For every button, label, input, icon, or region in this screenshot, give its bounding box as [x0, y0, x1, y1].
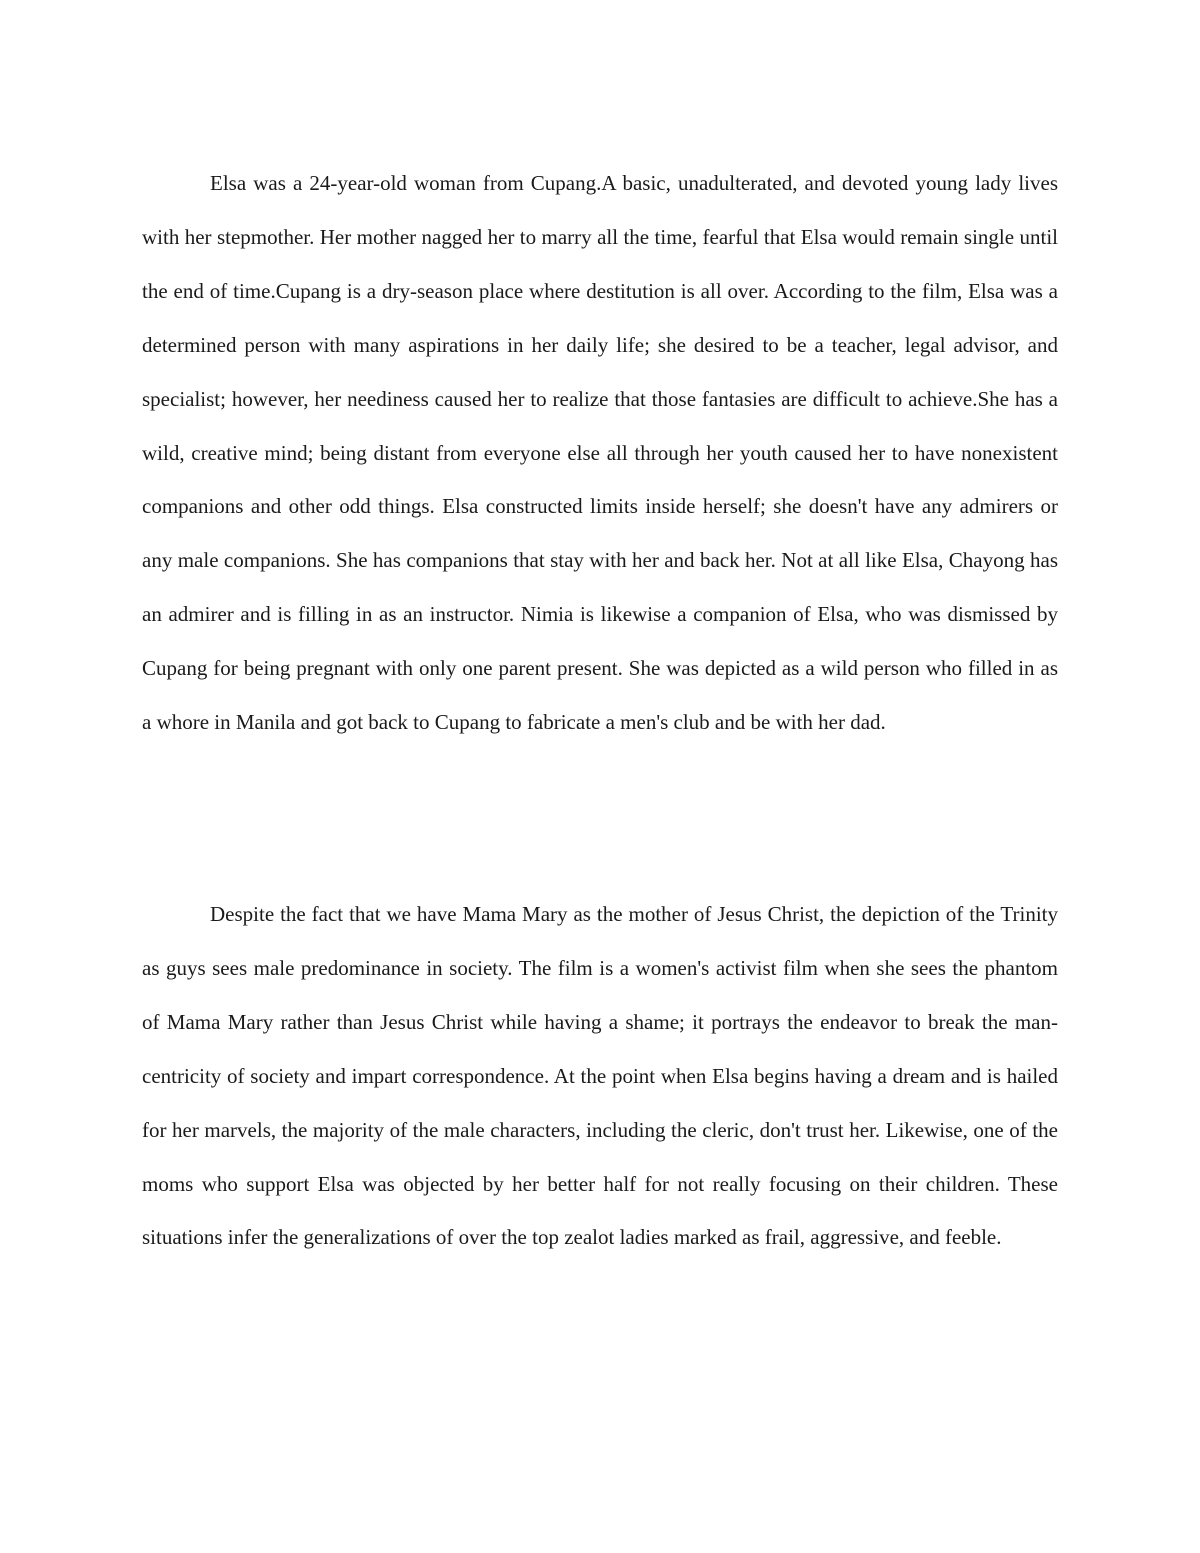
paragraph-elsa-background: Elsa was a 24-year-old woman from Cupang.A basic, unadulterated, and devoted young lady lives with her stepmother. Her mother nagged her to marry all the time, fearful that Elsa would remain single until the end of time.Cupang is a dry-season place where destitution is all over. According to the film, Elsa was a determined person with many aspirations in her daily life; she desired to be a teacher, legal advisor, and specialist; however, her neediness caused her to realize that those fantasies are difficult to achieve.She has a wild, creative mind; being distant from everyone else all through her youth caused her to have nonexistent companions and other odd things. Elsa constructed limits inside herself; she doesn't have any admirers or any male companions. She has companions that stay with her and back her. Not at all like Elsa, Chayong has an admirer and is filling in as an instructor. Nimia is likewise a companion of Elsa, who was dismissed by Cupang for being pregnant with only one parent present. She was depicted as a wild person who filled in as a whore in Manila and got back to Cupang to fabricate a men's club and be with her dad.	[142, 171, 1058, 735]
paragraph-male-predominance: Despite the fact that we have Mama Mary as the mother of Jesus Christ, the depiction of the Trinity as guys sees male predominance in society. The film is a women's activist film when she sees the phantom of Mama Mary rather than Jesus Christ while having a shame; it portrays the endeavor to break the man-centricity of society and impart correspondence. At the point when Elsa begins having a dream and is hailed for her marvels, the majority of the male characters, including the cleric, don't trust her. Likewise, one of the moms who support Elsa was objected by her better half for not really focusing on their children. These situations infer the generalizations of over the top zealot ladies marked as frail, aggressive, and feeble.	[142, 902, 1058, 1250]
